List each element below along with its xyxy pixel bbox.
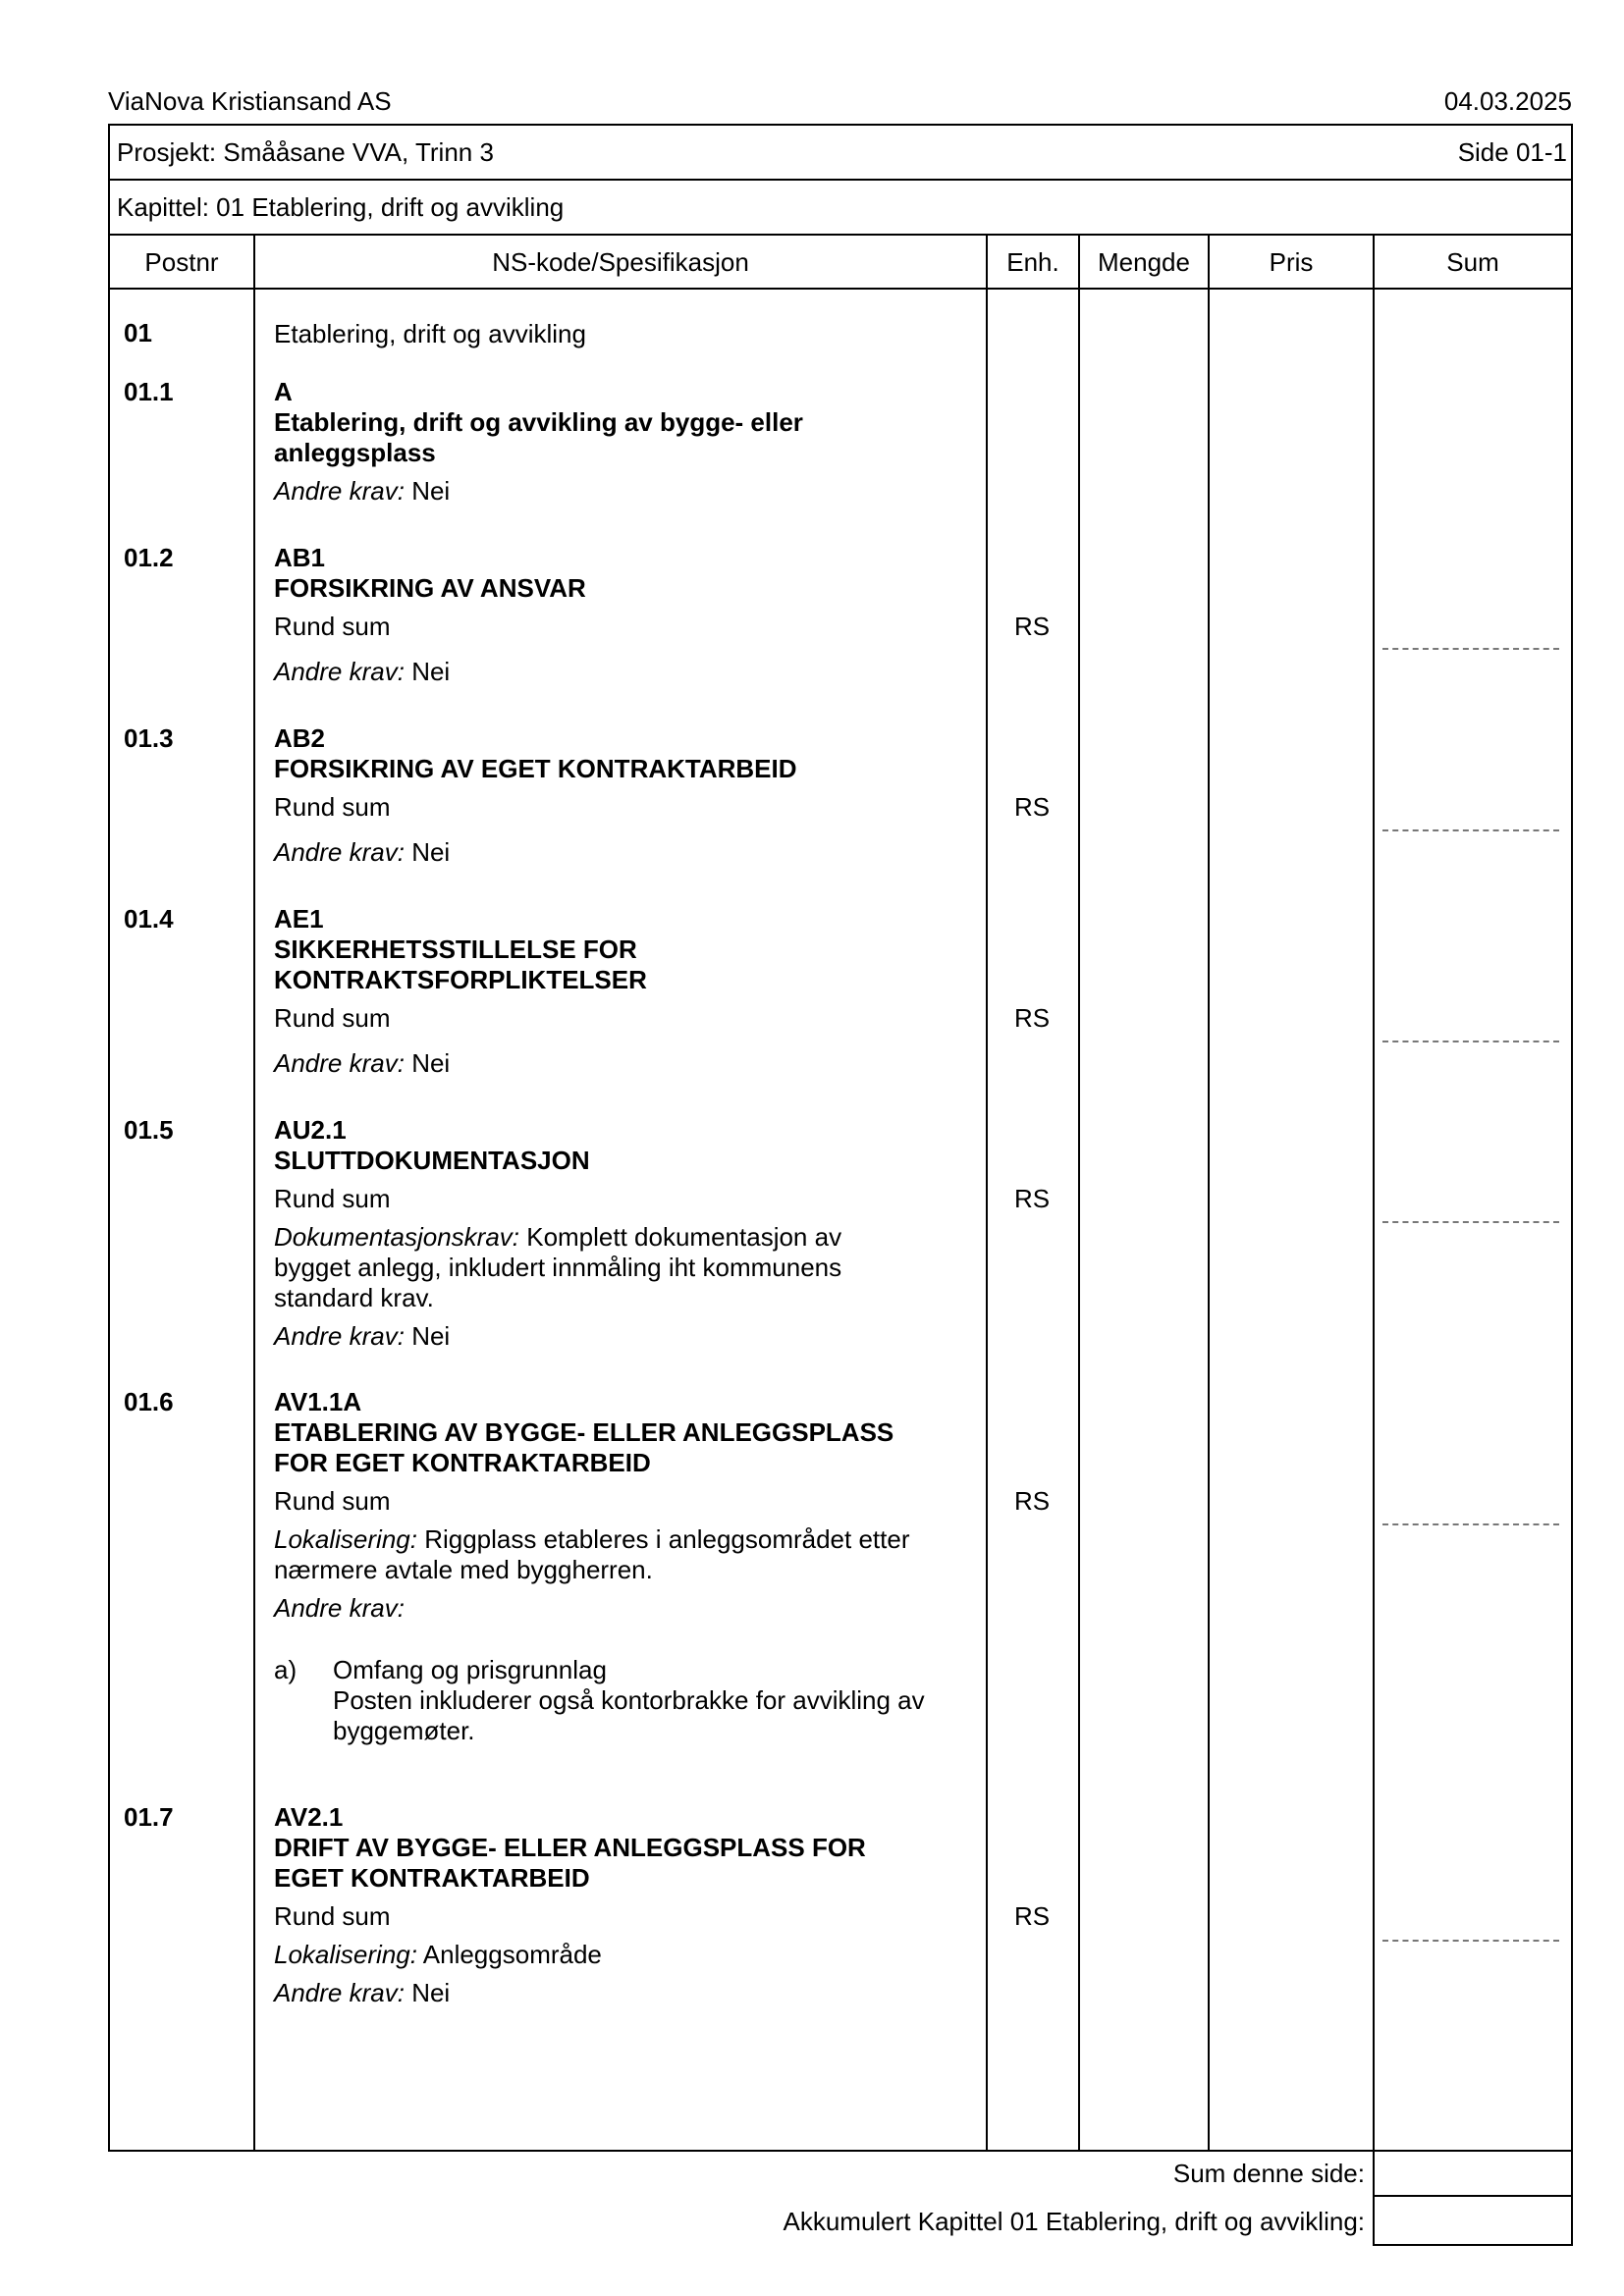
company-name: ViaNova Kristiansand AS [108,86,392,116]
chapter-number: 01 [124,318,152,347]
sum-placeholder-line [1382,1523,1559,1525]
item-other-requirements: Andre krav: Nei [274,837,451,867]
sum-placeholder-line [1382,1940,1559,1942]
item-round-sum: Rund sum [274,1901,391,1931]
item-code: A [274,377,293,406]
col-sum: Sum [1446,247,1499,277]
item-title: EGET KONTRAKTARBEID [274,1863,590,1893]
item-other-requirements: Andre krav: Nei [274,1978,451,2007]
project-title: Prosjekt: Smååsane VVA, Trinn 3 [117,137,494,167]
chapter-title: Kapittel: 01 Etablering, drift og avvikling [117,192,565,222]
item-other-requirements: Andre krav: Nei [274,1321,451,1351]
item-unit: RS [1014,1901,1051,1931]
chapter-name: Etablering, drift og avvikling [274,319,586,348]
item-postnr: 01.1 [124,377,174,406]
sum-placeholder-line [1382,648,1559,650]
item-code: AE1 [274,904,324,934]
item-round-sum: Rund sum [274,1184,391,1213]
item-location: Lokalisering: Riggplass etableres i anleggsområdet etter [274,1524,910,1554]
sub-item-text: Posten inkluderer også kontorbrakke for avvikling av [333,1685,925,1715]
item-title: KONTRAKTSFORPLIKTELSER [274,965,647,994]
item-title: FORSIKRING AV EGET KONTRAKTARBEID [274,754,797,783]
document-date: 04.03.2025 [1443,86,1572,116]
item-postnr: 01.2 [124,543,174,572]
item-code: AV2.1 [274,1802,344,1832]
accumulated-chapter-label: Akkumulert Kapittel 01 Etablering, drift og avvikling: [783,2207,1365,2236]
item-unit: RS [1014,792,1051,822]
sub-item-text: Omfang og prisgrunnlag [333,1655,607,1684]
item-title: SLUTTDOKUMENTASJON [274,1146,590,1175]
item-title: Etablering, drift og avvikling av bygge- eller [274,407,803,437]
sum-this-page-label: Sum denne side: [1172,2159,1365,2188]
item-postnr: 01.7 [124,1802,174,1832]
item-title: FOR EGET KONTRAKTARBEID [274,1448,651,1477]
accumulated-chapter-value [1375,2197,1571,2244]
item-location-text: nærmere avtale med byggherren. [274,1555,653,1584]
item-code: AB2 [274,723,326,753]
item-title: SIKKERHETSSTILLELSE FOR [274,934,637,964]
item-postnr: 01.6 [124,1387,174,1416]
item-postnr: 01.4 [124,904,174,934]
sub-item-marker: a) [274,1655,298,1684]
item-unit: RS [1014,1003,1051,1033]
sum-this-page-value [1375,2152,1571,2195]
item-documentation-requirements: Dokumentasjonskrav: Komplett dokumentasjon av [274,1222,842,1252]
item-other-requirements: Andre krav: Nei [274,476,451,506]
col-postnr: Postnr [144,247,219,277]
item-unit: RS [1014,612,1051,641]
item-postnr: 01.5 [124,1115,174,1145]
item-unit: RS [1014,1184,1051,1213]
item-round-sum: Rund sum [274,1486,391,1516]
sum-placeholder-line [1382,1041,1559,1042]
item-round-sum: Rund sum [274,612,391,641]
col-unit: Enh. [1006,247,1059,277]
col-spec: NS-kode/Spesifikasjon [492,247,749,277]
page-number: Side 01-1 [1457,137,1567,167]
item-code: AU2.1 [274,1115,347,1145]
item-other-requirements: Andre krav: Nei [274,1048,451,1078]
col-price: Pris [1269,247,1314,277]
item-round-sum: Rund sum [274,792,391,822]
item-location: Lokalisering: Anleggsområde [274,1940,602,1969]
item-title: FORSIKRING AV ANSVAR [274,573,586,603]
item-code: AB1 [274,543,326,572]
item-title: anleggsplass [274,438,436,467]
item-documentation-text: bygget anlegg, inkludert innmåling iht kommunens [274,1253,842,1282]
item-title: DRIFT AV BYGGE- ELLER ANLEGGSPLASS FOR [274,1833,866,1862]
item-code: AV1.1A [274,1387,362,1416]
item-unit: RS [1014,1486,1051,1516]
sum-placeholder-line [1382,829,1559,831]
item-title: ETABLERING AV BYGGE- ELLER ANLEGGSPLASS [274,1417,894,1447]
item-documentation-text: standard krav. [274,1283,434,1312]
item-other-requirements: Andre krav: Nei [274,657,451,686]
item-round-sum: Rund sum [274,1003,391,1033]
sub-item-text: byggemøter. [333,1716,475,1745]
sum-placeholder-line [1382,1221,1559,1223]
col-quantity: Mengde [1098,247,1190,277]
item-postnr: 01.3 [124,723,174,753]
item-other-requirements: Andre krav: [274,1593,405,1623]
